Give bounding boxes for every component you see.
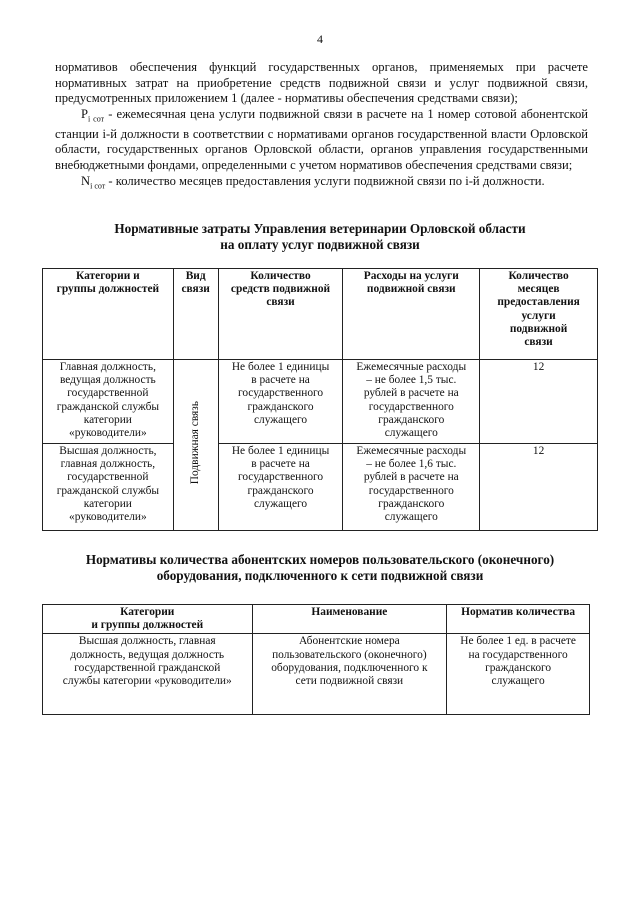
- symbol-n: N: [81, 173, 91, 188]
- row1-category: Главная должность, ведущая должность государственной гражданской службы категории «руководители»: [43, 360, 174, 444]
- header-months: Количество месяцев предоставления услуги подвижной связи: [480, 269, 598, 360]
- header-categories: Категории и группы должностей: [43, 605, 253, 634]
- header-name: Наименование: [252, 605, 447, 634]
- row2-expenses: Ежемесячные расходы – не более 1,6 тыс. рублей в расчете на государственного гражданского служащего: [343, 444, 480, 531]
- intro-paragraph-1: нормативов обеспечения функций государственных органов, применяемых при расчете нормативных затрат на приобретение средств подвижной связи и услуг подвижной связи, предусмотренных приложением 1 (далее - нормативы обеспечения средствами связи);: [55, 60, 588, 106]
- row2-months: 12: [480, 444, 598, 531]
- connection-type-cell: [173, 360, 218, 531]
- row-norm: Не более 1 ед. в расчете на государственного гражданского служащего: [447, 634, 590, 715]
- table2-header-row: [43, 605, 590, 634]
- row-category: Высшая должность, главная должность, ведущая должность государственной гражданской службы категории «руководители»: [43, 634, 253, 715]
- intro-text: [55, 60, 588, 194]
- table2-title-line2: оборудования, подключенного к сети подвижной связи: [156, 568, 484, 583]
- subscriber-numbers-table: [42, 604, 590, 715]
- symbol-p: P: [81, 106, 89, 121]
- symbol-n-subscript: i сот: [90, 181, 106, 191]
- mobile-costs-table: [42, 268, 598, 531]
- row2-quantity: Не более 1 единицы в расчете на государственного гражданского служащего: [218, 444, 343, 531]
- row1-quantity: Не более 1 единицы в расчете на государственного гражданского служащего: [218, 360, 343, 444]
- row1-months: 12: [480, 360, 598, 444]
- row1-expenses: Ежемесячные расходы – не более 1,5 тыс. рублей в расчете на государственного гражданского служащего: [343, 360, 480, 444]
- header-device-quantity: Количество средств подвижной связи: [218, 269, 343, 360]
- intro-paragraph-3: [55, 174, 588, 194]
- row-name: Абонентские номера пользовательского (оконечного) оборудования, подключенного к сети подвижной связи: [252, 634, 447, 715]
- symbol-p-subscript: i сот: [88, 114, 105, 124]
- header-connection-type: Вид связи: [173, 269, 218, 360]
- intro-paragraph-3-text: - количество месяцев предоставления услуги подвижной связи по i-й должности.: [105, 173, 545, 188]
- intro-paragraph-2-text: - ежемесячная цена услуги подвижной связи в расчете на 1 номер сотовой абонентской станции i-й должности в соответствии с нормативами органов государственной власти Орловской области, государственных органов Орловской области, органов управления государственными внебюджетными фондами, определенными с учетом нормативов обеспечения средствами связи;: [55, 106, 589, 173]
- table2-title-line1: Нормативы количества абонентских номеров пользовательского (оконечного): [85, 552, 555, 567]
- table1-title-line1: Нормативные затраты Управления ветеринарии Орловской области: [114, 221, 526, 236]
- table1-title: [0, 221, 640, 253]
- row2-category: Высшая должность, главная должность, государственной гражданской службы категории «руководители»: [43, 444, 174, 531]
- table-row: [43, 360, 598, 444]
- table-row: [43, 444, 598, 531]
- header-norm-quantity: Норматив количества: [447, 605, 590, 634]
- intro-paragraph-2: [55, 107, 588, 174]
- table2-title: [0, 552, 640, 584]
- table1-title-line2: на оплату услуг подвижной связи: [220, 237, 420, 252]
- header-service-expenses: Расходы на услуги подвижной связи: [343, 269, 480, 360]
- page-number: 4: [317, 32, 323, 46]
- connection-type-text: Подвижная связь: [189, 401, 202, 485]
- table1-header-row: [43, 269, 598, 360]
- header-categories: Категории и группы должностей: [43, 269, 174, 360]
- table-row: [43, 634, 590, 715]
